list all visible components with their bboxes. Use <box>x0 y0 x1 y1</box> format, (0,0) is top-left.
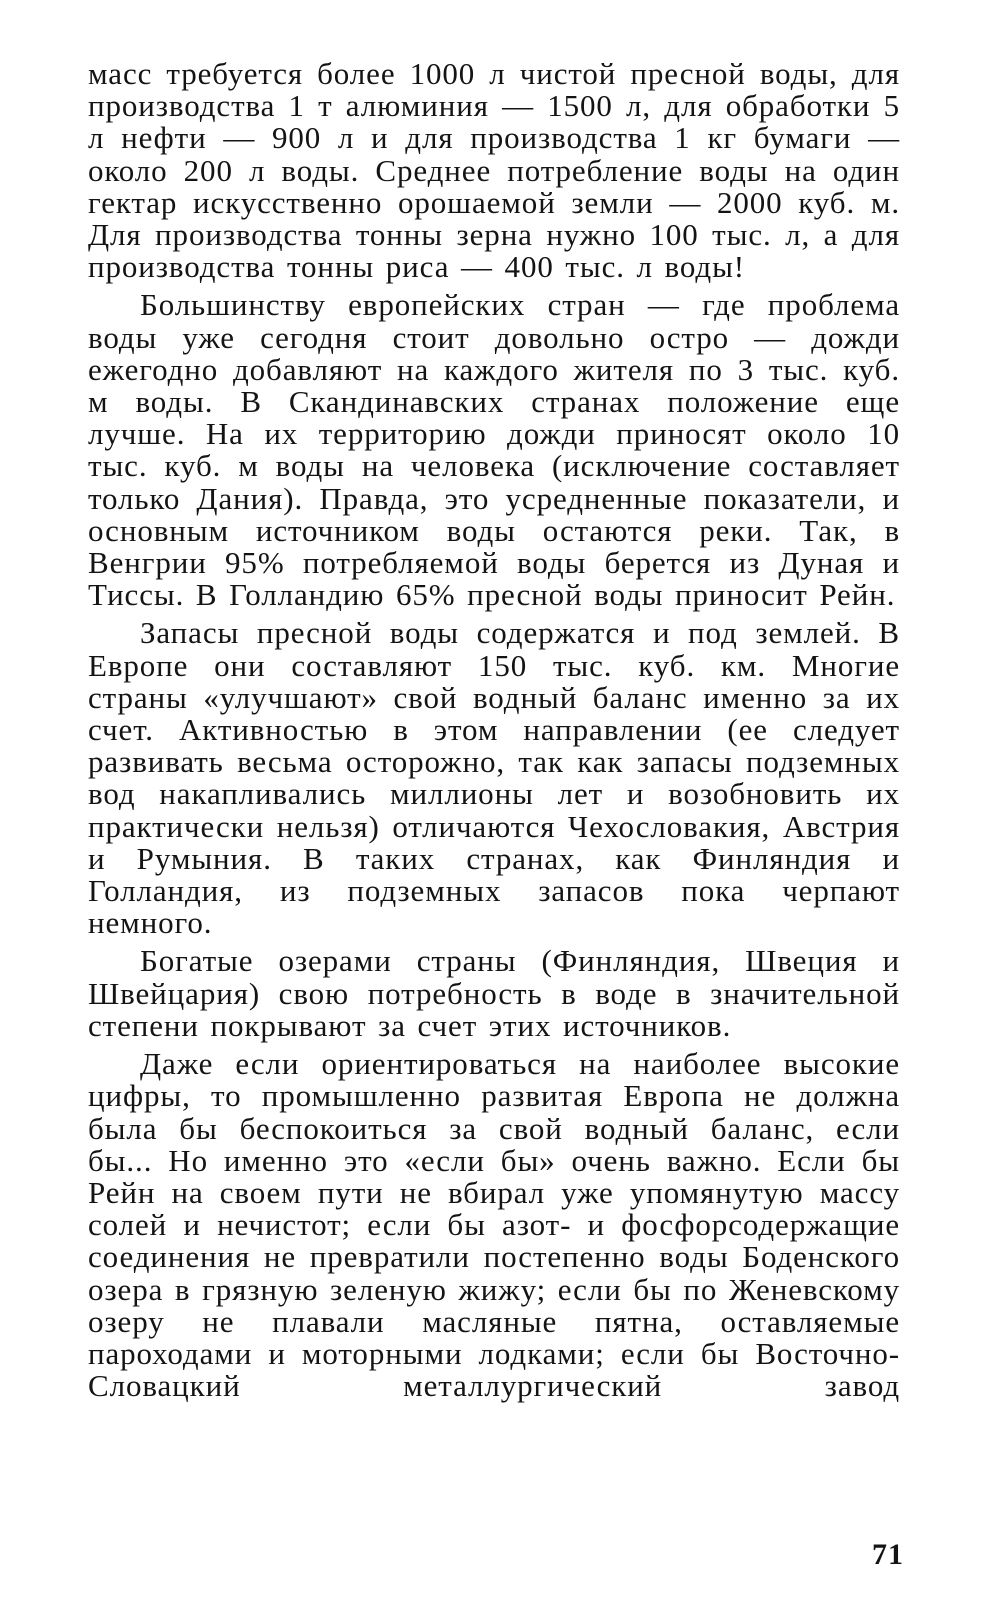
paragraph-5: Даже если ориентироваться на наиболее высокие цифры, то промышленно развитая Европа не должна была бы беспокоиться за свой водный баланс, если бы... Но именно это «если бы» очень важно. Если бы Рейн на своем пути не вбирал уже упомянутую массу солей и нечистот; если бы азот- и фосфорсодержащие соединения не превратили постепенно воды Боденского озера в грязную зеленую жижу; если бы по Женевскому озеру не плавали масляные пятна, оставляемые пароходами и моторными лодками; если бы Восточно-Словацкий металлургический завод <box>88 1046 900 1404</box>
page-number: 71 <box>872 1538 904 1571</box>
book-page-text <box>88 58 900 1402</box>
paragraph-1: масс требуется более 1000 л чистой пресной воды, для производства 1 т алюминия — 1500 л, для обработки 5 л нефти — 900 л и для производства 1 кг бумаги — около 200 л воды. Среднее потребление воды на один гектар искусственно орошаемой земли — 2000 куб. м. Для производства тонны зерна нужно 100 тыс. л, а для производства тонны риса — 400 тыс. л воды! <box>88 56 900 285</box>
paragraph-3: Запасы пресной воды содержатся и под землей. В Европе они составляют 150 тыс. куб. км. Многие страны «улучшают» свой водный баланс именно за их счет. Активностью в этом направлении (ее следует развивать весьма осторожно, так как запасы подземных вод накапливались миллионы лет и возобновить их практически нельзя) отличаются Чехословакия, Австрия и Румыния. В таких странах, как Финляндия и Голландия, из подземных запасов пока черпают немного. <box>88 615 900 941</box>
paragraph-2: Большинству европейских стран — где проблема воды уже сегодня стоит довольно остро — дожди ежегодно добавляют на каждого жителя по 3 тыс. куб. м воды. В Скандинавских странах положение еще лучше. На их территорию дожди приносят около 10 тыс. куб. м воды на человека (исключение составляет только Дания). Правда, это усредненные показатели, и основным источником воды остаются реки. Так, в Венгрии 95% потребляемой воды берется из Дуная и Тиссы. В Голландию 65% пресной воды приносит Рейн. <box>88 287 900 613</box>
paragraph-4: Богатые озерами страны (Финляндия, Швеция и Швейцария) свою потребность в воде в значительной степени покрывают за счет этих источников. <box>88 943 900 1043</box>
